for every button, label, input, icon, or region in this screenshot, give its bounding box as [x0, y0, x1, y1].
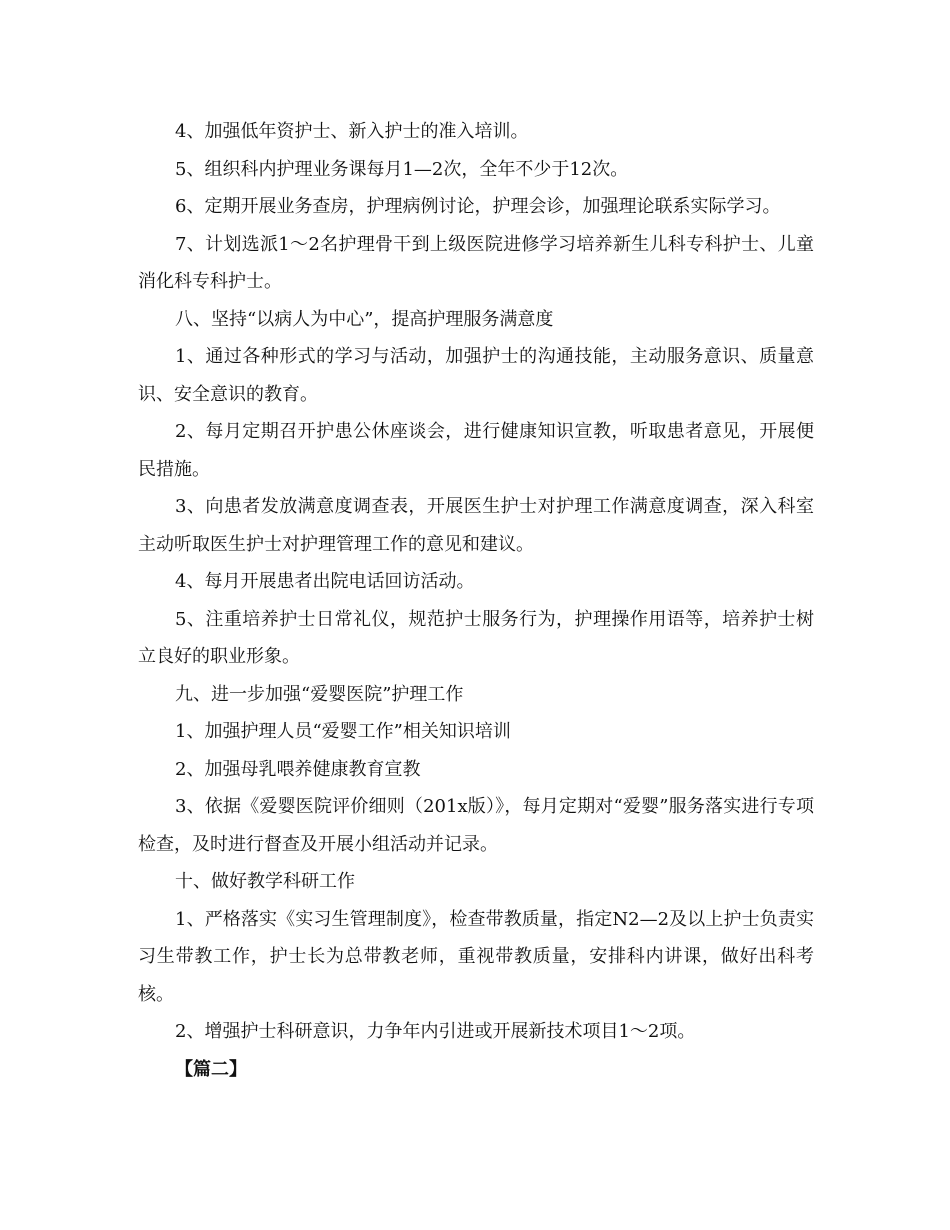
paragraph-baby-3: 3、依据《爱婴医院评价细则（201x版）》，每月定期对“爱婴”服务落实进行专项检查，及时进行督查及开展小组活动并记录。: [138, 796, 814, 855]
document-body: [138, 113, 814, 1088]
paragraph-baby-1: 1、加强护理人员“爱婴工作”相关知识培训: [175, 721, 511, 742]
paragraph-training-6: 6、定期开展业务查房，护理病例讨论，护理会诊，加强理论联系实际学习。: [175, 196, 781, 217]
paragraph-teaching-1: 1、严格落实《实习生管理制度》，检查带教质量，指定N2—2及以上护士负责实习生带教工作，护士长为总带教老师，重视带教质量，安排科内讲课，做好出科考核。: [138, 908, 814, 1005]
paragraph-service-1: 1、通过各种形式的学习与活动，加强护士的沟通技能，主动服务意识、质量意识、安全意识的教育。: [138, 346, 814, 405]
paragraph-training-4: 4、加强低年资护士、新入护士的准入培训。: [175, 121, 529, 142]
paragraph-baby-2: 2、加强母乳喂养健康教育宣教: [175, 758, 421, 780]
section-heading-9: 九、进一步加强“爱婴医院”护理工作: [175, 683, 464, 705]
paragraph-training-7: 7、计划选派1～2名护理骨干到上级医院进修学习培养新生儿科专科护士、儿童消化科专科护士。: [138, 233, 814, 292]
part-two-marker: 【篇二】: [175, 1058, 247, 1080]
paragraph-service-3: 3、向患者发放满意度调查表，开展医生护士对护理工作满意度调查，深入科室主动听取医生护士对护理管理工作的意见和建议。: [138, 496, 814, 555]
section-heading-10: 十、做好教学科研工作: [175, 871, 355, 892]
paragraph-training-5: 5、组织科内护理业务课每月1—2次，全年不少于12次。: [175, 158, 629, 180]
paragraph-teaching-2: 2、增强护士科研意识，力争年内引进或开展新技术项目1～2项。: [175, 1021, 696, 1042]
section-heading-8: 八、坚持“以病人为中心”，提高护理服务满意度: [175, 308, 554, 330]
paragraph-service-4: 4、每月开展患者出院电话回访活动。: [175, 571, 475, 592]
paragraph-service-5: 5、注重培养护士日常礼仪，规范护士服务行为，护理操作用语等，培养护士树立良好的职业形象。: [138, 608, 814, 667]
paragraph-service-2: 2、每月定期召开护患公休座谈会，进行健康知识宣教，听取患者意见，开展便民措施。: [138, 421, 814, 480]
